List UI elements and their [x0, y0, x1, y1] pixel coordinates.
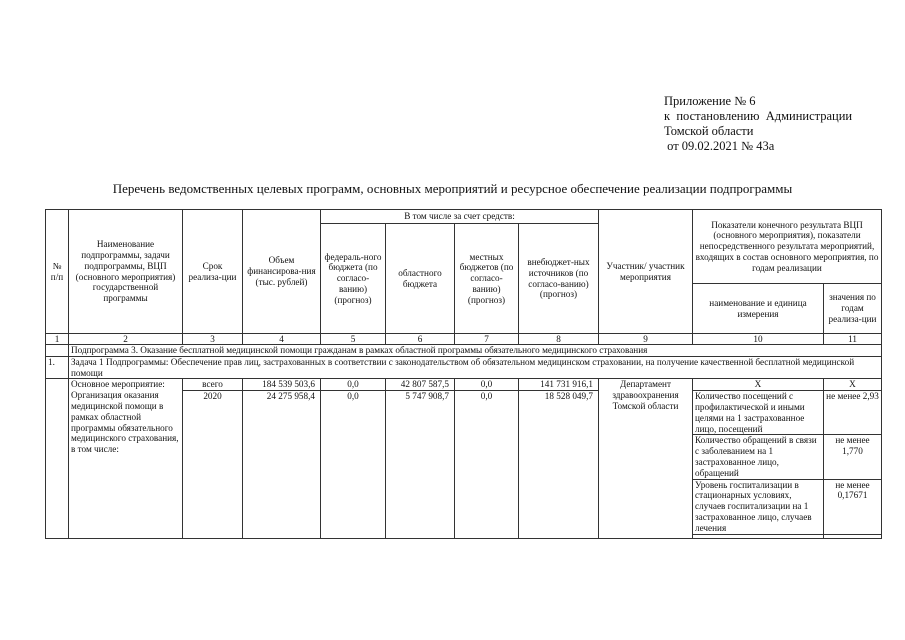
- indicator-value: не менее 1,770: [824, 435, 882, 479]
- col-number: 10: [693, 334, 824, 345]
- period-total: всего: [183, 379, 243, 391]
- activity-row-total: [46, 379, 882, 391]
- subprogram-row: [46, 345, 882, 357]
- federal-total: 0,0: [321, 379, 386, 391]
- indicator-name: Количество обращений в связи с заболеванием на 1 застрахованное лицо, обращений: [693, 435, 824, 479]
- header-name: Наименование подпрограммы, задачи подпрограммы, ВЦП (основного мероприятия) государственной программы: [69, 210, 183, 334]
- appendix-line-1: Приложение № 6: [664, 94, 756, 108]
- appendix-line-4: от 09.02.2021 № 43а: [664, 139, 775, 153]
- task-row: [46, 356, 882, 379]
- col-number: 6: [386, 334, 455, 345]
- header-participant: Участник/ участник мероприятия: [599, 210, 693, 334]
- extra-total: 141 731 916,1: [519, 379, 599, 391]
- header-sources-group: В том числе за счет средств:: [321, 210, 599, 224]
- col-number: 1: [46, 334, 69, 345]
- appendix-block: [664, 94, 852, 154]
- col-number: 3: [183, 334, 243, 345]
- header-indicators: Показатели конечного результата ВЦП (основного мероприятия), показатели непосредственного результата мероприятий, входящих в состав основного мероприятия, по годам реализации: [693, 210, 882, 284]
- local-total: 0,0: [455, 379, 519, 391]
- header-regional: областного бюджета: [386, 224, 455, 334]
- volume-2020: 24 275 958,4: [243, 391, 321, 538]
- period-2020: 2020: [183, 391, 243, 538]
- indicator-value: не менее 2,93: [824, 391, 882, 435]
- col-number: 2: [69, 334, 183, 345]
- federal-2020: 0,0: [321, 391, 386, 538]
- appendix-line-2: к постановлению Администрации: [664, 109, 853, 123]
- local-2020: 0,0: [455, 391, 519, 538]
- col-number: 5: [321, 334, 386, 345]
- subprogram-title: Подпрограмма 3. Оказание бесплатной медицинской помощи гражданам в рамках областной программы обязательного медицинского страхования: [69, 345, 882, 357]
- extra-2020: 18 528 049,7: [519, 391, 599, 538]
- value-x-mark: Х: [824, 379, 882, 391]
- header-federal: федераль-ного бюджета (по согласо-ванию) (прогноз): [321, 224, 386, 334]
- header-indicator-values: значения по годам реализа-ции: [824, 284, 882, 334]
- appendix-line-3: Томской области: [664, 124, 754, 138]
- indicator-x-mark: Х: [693, 379, 824, 391]
- header-period: Срок реализа-ции: [183, 210, 243, 334]
- task-number: 1.: [46, 356, 69, 379]
- col-number: 9: [599, 334, 693, 345]
- regional-total: 42 807 587,5: [386, 379, 455, 391]
- header-num: № п/п: [46, 210, 69, 334]
- column-number-row: [46, 334, 882, 345]
- col-number: 7: [455, 334, 519, 345]
- header-volume: Объем финансирова-ния (тыс. рублей): [243, 210, 321, 334]
- col-number: 11: [824, 334, 882, 345]
- regional-2020: 5 747 908,7: [386, 391, 455, 538]
- indicator-name: Количество посещений с профилактической и иными целями на 1 застрахованное лицо, посещений: [693, 391, 824, 435]
- indicator-name: Уровень госпитализации в стационарных условиях, случаев госпитализации на 1 застрахованное лицо, случаев лечения: [693, 479, 824, 534]
- header-indicator-name: наименование и единица измерения: [693, 284, 824, 334]
- task-title: Задача 1 Подпрограммы: Обеспечение прав лиц, застрахованных в соответствии с законодательством об обязательном медицинском страховании, на получение качественной бесплатной медицинской помощи: [69, 356, 882, 379]
- document-title: Перечень ведомственных целевых программ, основных мероприятий и ресурсное обеспечение реализации подпрограммы: [112, 181, 793, 196]
- program-table: [45, 209, 882, 539]
- volume-total: 184 539 503,6: [243, 379, 321, 391]
- indicator-value: не менее 0,17671: [824, 479, 882, 534]
- col-number: 8: [519, 334, 599, 345]
- activity-name: Основное мероприятие: Организация оказания медицинской помощи в рамках областной программы обязательного медицинского страхования, в том числе:: [69, 379, 183, 538]
- header-extra: внебюджет-ных источников (по согласо-ванию) (прогноз): [519, 224, 599, 334]
- col-number: 4: [243, 334, 321, 345]
- header-local: местных бюджетов (по согласо-ванию) (прогноз): [455, 224, 519, 334]
- participant: Департамент здравоохранения Томской области: [599, 379, 693, 538]
